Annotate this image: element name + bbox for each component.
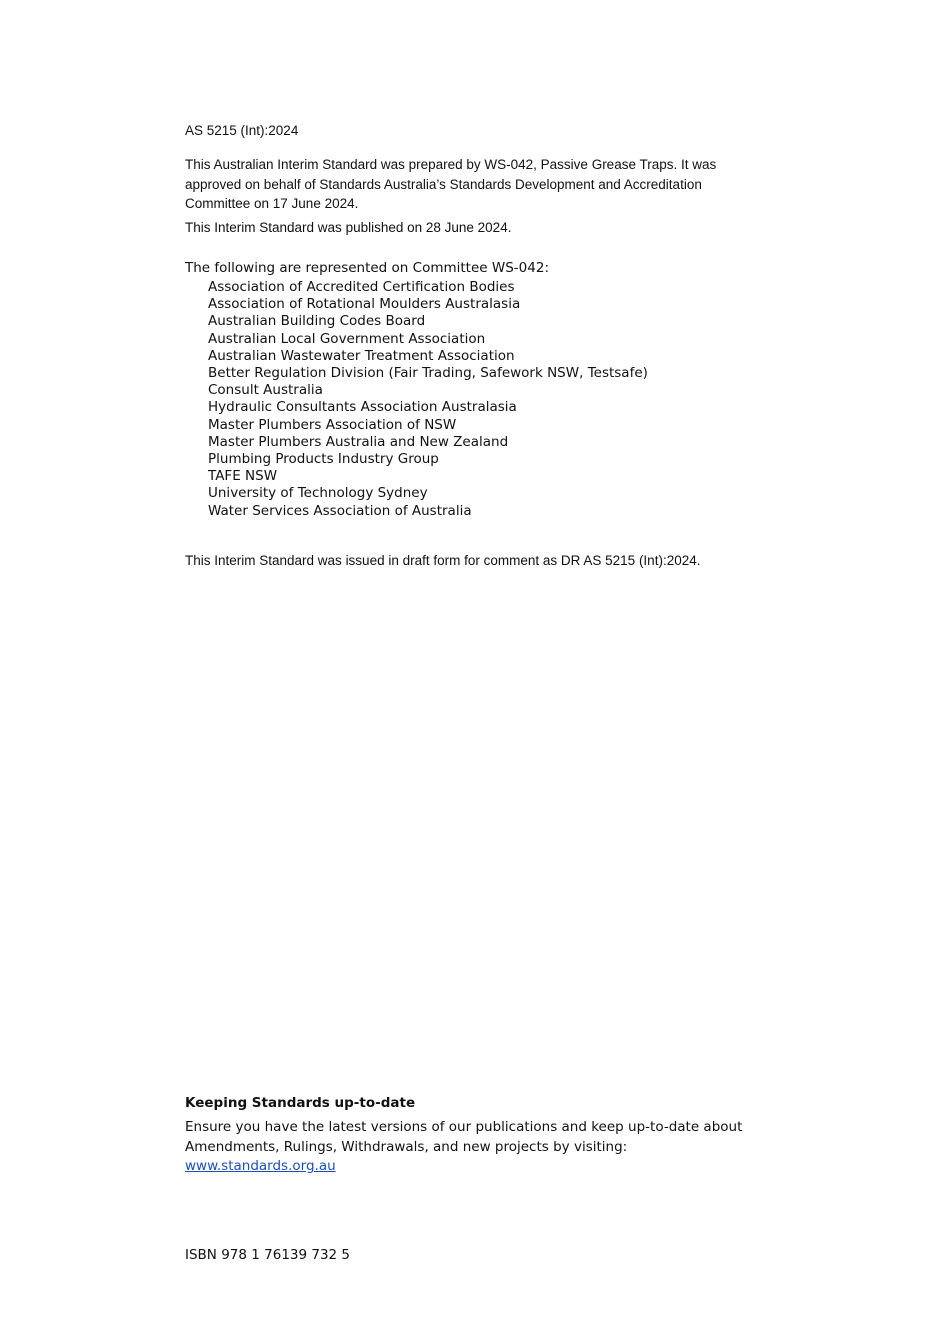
standards-website-link[interactable]: www.standards.org.au bbox=[185, 1158, 336, 1174]
committee-member: Association of Accredited Certification Bodies bbox=[208, 279, 515, 295]
committee-member: Master Plumbers Australia and New Zealand bbox=[208, 433, 509, 450]
committee-member: Association of Rotational Moulders Australasia bbox=[208, 296, 521, 313]
committee-member: Australian Local Government Association bbox=[208, 330, 486, 347]
keeping-up-to-date-section bbox=[185, 1118, 765, 1177]
publication-date-statement: This Interim Standard was published on 28 June 2024. bbox=[185, 220, 512, 235]
committee-member-list bbox=[208, 279, 648, 520]
keeping-up-to-date-text: Ensure you have the latest versions of our publications and keep up-to-date about Amendments, Rulings, Withdrawals, and new projects by visiting: bbox=[185, 1119, 743, 1155]
committee-member: TAFE NSW bbox=[208, 468, 278, 485]
keeping-up-to-date-heading: Keeping Standards up-to-date bbox=[185, 1095, 416, 1111]
approval-statement bbox=[185, 155, 765, 214]
committee-member: Consult Australia bbox=[208, 382, 323, 399]
committee-member: Water Services Association of Australia bbox=[208, 502, 472, 519]
draft-note: This Interim Standard was issued in draft form for comment as DR AS 5215 (Int):2024. bbox=[185, 553, 701, 568]
committee-member: Master Plumbers Association of NSW bbox=[208, 416, 457, 433]
committee-member: Hydraulic Consultants Association Australasia bbox=[208, 399, 517, 416]
document-identifier: AS 5215 (Int):2024 bbox=[185, 123, 299, 138]
isbn-number: ISBN 978 1 76139 732 5 bbox=[185, 1247, 351, 1263]
committee-member: Australian Building Codes Board bbox=[208, 313, 426, 330]
committee-member: Australian Wastewater Treatment Association bbox=[208, 347, 515, 364]
committee-intro: The following are represented on Committee WS-042: bbox=[185, 260, 549, 276]
committee-member: Better Regulation Division (Fair Trading, Safework NSW, Testsafe) bbox=[208, 365, 648, 382]
committee-member: Plumbing Products Industry Group bbox=[208, 451, 439, 468]
approval-text: This Australian Interim Standard was prepared by WS-042, Passive Grease Traps. It was approved on behalf of Standards Australia’s Standards Development and Accreditation Committee on 17 June 2024. bbox=[185, 157, 717, 211]
committee-member: University of Technology Sydney bbox=[208, 485, 428, 502]
